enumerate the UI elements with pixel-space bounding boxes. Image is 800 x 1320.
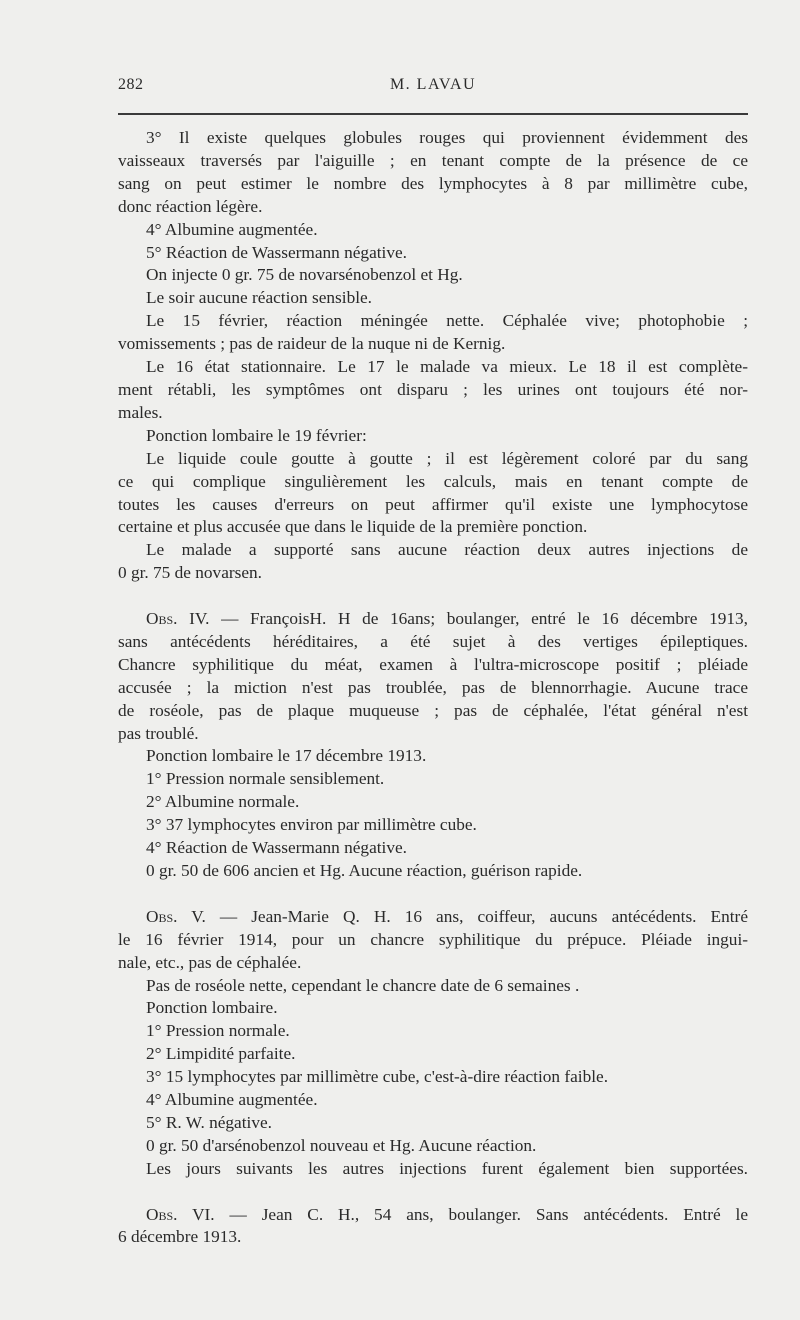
text-line: Les jours suivants les autres injections furent également bien supportées. xyxy=(146,1158,748,1178)
text-line: Ponction lombaire le 17 décembre 1913. xyxy=(146,746,427,766)
text-line: 5° Réaction de Wassermann négative. xyxy=(146,242,407,262)
running-header xyxy=(118,76,748,100)
text-line: 2° Albumine normale. xyxy=(146,792,300,812)
text-line: Chancre syphilitique du méat, examen à l'ultra-microscope positif ; pléiade xyxy=(118,654,748,674)
text-line: sang on peut estimer le nombre des lymphocytes à 8 par millimètre cube, xyxy=(118,173,748,193)
text-line: 3° 15 lymphocytes par millimètre cube, c'est-à-dire réaction faible. xyxy=(146,1067,609,1087)
text-line: On injecte 0 gr. 75 de novarsénobenzol et Hg. xyxy=(146,265,463,285)
text-line: 4° Réaction de Wassermann négative. xyxy=(146,838,407,858)
text-line: Ponction lombaire. xyxy=(146,998,278,1018)
page-number: 282 xyxy=(118,76,144,93)
text-line: 5° R. W. négative. xyxy=(146,1112,272,1132)
text-line: nale, etc., pas de céphalée. xyxy=(118,952,302,972)
paragraph-gap xyxy=(118,585,748,608)
text-line: Obs. IV. — FrançoisH. H de 16ans; boulanger, entré le 16 décembre 1913, xyxy=(146,609,748,629)
text-line: sans antécédents héréditaires, a été sujet à des vertiges épileptiques. xyxy=(118,631,748,651)
text-line: accusée ; la miction n'est pas troublée, pas de blennorrhagie. Aucune trace xyxy=(118,677,748,697)
paragraph-gap xyxy=(118,1181,748,1204)
text-line: Le 16 état stationnaire. Le 17 le malade va mieux. Le 18 il est complète- xyxy=(146,357,748,377)
text-line: vomissements ; pas de raideur de la nuque ni de Kernig. xyxy=(118,334,506,354)
text-line: ce qui complique singulièrement les calculs, mais en tenant compte de xyxy=(118,471,748,491)
text-line: 0 gr. 50 d'arsénobenzol nouveau et Hg. Aucune réaction. xyxy=(146,1135,537,1155)
text-line: Le malade a supporté sans aucune réaction deux autres injections de xyxy=(146,540,748,560)
header-rule xyxy=(118,113,748,115)
text-line: 4° Albumine augmentée. xyxy=(146,219,318,239)
observation-label: Obs. xyxy=(146,906,178,926)
text-line: ment rétabli, les symptômes ont disparu ; les urines ont toujours été nor- xyxy=(118,379,748,399)
text-line: 1° Pression normale. xyxy=(146,1021,290,1041)
text-line: le 16 février 1914, pour un chancre syphilitique du prépuce. Pléiade ingui- xyxy=(118,929,748,949)
text-line: certaine et plus accusée que dans le liquide de la première ponction. xyxy=(118,517,588,537)
text-line: 0 gr. 50 de 606 ancien et Hg. Aucune réaction, guérison rapide. xyxy=(146,860,583,880)
text-line: Le liquide coule goutte à goutte ; il est légèrement coloré par du sang xyxy=(146,448,748,468)
text-line: 3° 37 lymphocytes environ par millimètre cube. xyxy=(146,815,477,835)
text-line: 2° Limpidité parfaite. xyxy=(146,1044,296,1064)
text-line: Obs. VI. — Jean C. H., 54 ans, boulanger. Sans antécédents. Entré le xyxy=(146,1204,748,1224)
text-line: Obs. V. — Jean-Marie Q. H. 16 ans, coiffeur, aucuns antécédents. Entré xyxy=(146,906,748,926)
text-line: 4° Albumine augmentée. xyxy=(146,1090,318,1110)
body-text xyxy=(118,127,748,1249)
text-line: Le soir aucune réaction sensible. xyxy=(146,288,373,308)
text-line: de roséole, pas de plaque muqueuse ; pas de céphalée, l'état général n'est xyxy=(118,700,748,720)
text-line: 6 décembre 1913. xyxy=(118,1227,242,1247)
text-line: pas troublé. xyxy=(118,723,199,743)
observation-label: Obs. xyxy=(146,609,178,629)
running-head-author: M. LAVAU xyxy=(389,76,477,93)
text-line: 3° Il existe quelques globules rouges qui proviennent évidemment des xyxy=(146,128,748,147)
text-line: toutes les causes d'erreurs on peut affirmer qu'il existe une lymphocytose xyxy=(118,494,748,514)
text-line: 1° Pression normale sensiblement. xyxy=(146,769,385,789)
observation-label: Obs. xyxy=(146,1204,178,1224)
text-line: males. xyxy=(118,402,163,422)
text-line: Pas de roséole nette, cependant le chancre date de 6 semaines . xyxy=(146,975,580,995)
text-line: donc réaction légère. xyxy=(118,196,263,216)
text-line: vaisseaux traversés par l'aiguille ; en tenant compte de la présence de ce xyxy=(118,150,748,170)
text-line: Le 15 février, réaction méningée nette. Céphalée vive; photophobie ; xyxy=(146,311,748,331)
text-line: Ponction lombaire le 19 février: xyxy=(146,425,367,445)
paragraph-gap xyxy=(118,883,748,906)
text-line: 0 gr. 75 de novarsen. xyxy=(118,563,262,583)
